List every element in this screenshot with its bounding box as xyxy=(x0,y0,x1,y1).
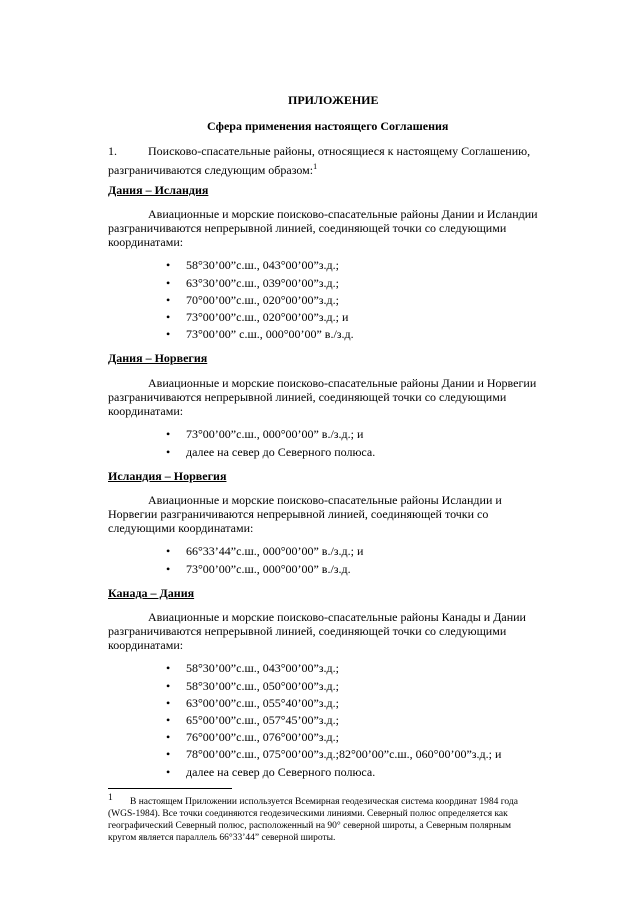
section-text-line2: разграничиваются непрерывной линией, соединяющей точки со следующими xyxy=(108,624,507,638)
intro-text-line2: разграничиваются следующим образом:$^1$ xyxy=(108,162,318,177)
bullet-icon: • xyxy=(166,696,171,710)
section-heading: Исландия – Норвегия xyxy=(108,469,227,483)
intro-text-line1: Поисково-спасательные районы, относящиеся к настоящему Соглашению, xyxy=(148,144,531,158)
bullet-icon: • xyxy=(166,713,171,727)
footnote-ref: 1 xyxy=(313,162,318,171)
list-item: • 70°00’00”с.ш., 020°00’00”з.д.; xyxy=(166,293,339,307)
section-text-line3: координатами: xyxy=(108,404,184,418)
bullet-icon: • xyxy=(166,765,171,779)
page-title: ПРИЛОЖЕНИЕ xyxy=(288,93,379,107)
list-item: • далее на север до Северного полюса. xyxy=(166,445,376,459)
list-item: • 66°33’44”с.ш., 000°00’00” в./з.д.; и xyxy=(166,544,364,558)
section-text-line2: разграничиваются непрерывной линией, соединяющей точки со следующими xyxy=(108,390,507,404)
list-item: • 76°00’00”с.ш., 076°00’00”з.д.; xyxy=(166,730,339,744)
section-text-line1: Авиационные и морские поисково-спасательные районы Дании и Норвегии xyxy=(148,376,537,390)
footnote-line1: В настоящем Приложении используется Всемирная геодезическая система координат 1984 года xyxy=(130,797,518,807)
footnote-line2: (WGS-1984). Все точки соединяются геодезическими линиями. Северный полюс определяется как xyxy=(108,809,508,819)
section-text-line3: координатами: xyxy=(108,638,184,652)
list-item: • далее на север до Северного полюса. xyxy=(166,765,376,779)
bullet-icon: • xyxy=(166,293,171,307)
list-item: • 63°30’00”с.ш., 039°00’00”з.д.; xyxy=(166,276,339,290)
intro-number: 1. xyxy=(108,144,117,158)
section-text-line3: следующими координатами: xyxy=(108,521,254,535)
list-item: • 73°00’00”с.ш., 000°00’00” в./з.д. xyxy=(166,562,351,576)
section-heading: Канада – Дания xyxy=(108,586,195,600)
section-text-line1: Авиационные и морские поисково-спасательные районы Дании и Исландии xyxy=(148,207,538,221)
section-text-line1: Авиационные и морские поисково-спасательные районы Исландии и xyxy=(148,493,502,507)
section-text-line2: Норвегии разграничиваются непрерывной линией, соединяющей точки со xyxy=(108,507,489,521)
bullet-icon: • xyxy=(166,562,171,576)
list-item: • 58°30’00”с.ш., 043°00’00”з.д.; xyxy=(166,661,339,675)
list-item: • 78°00’00”с.ш., 075°00’00”з.д.;82°00’00”с.ш., 060°00’00”з.д.; и xyxy=(166,747,502,761)
bullet-icon: • xyxy=(166,661,171,675)
footnote-number: 1 xyxy=(108,793,113,803)
section-text-line3: координатами: xyxy=(108,235,184,249)
bullet-icon: • xyxy=(166,730,171,744)
list-item: • 73°00’00”с.ш., 020°00’00”з.д.; и xyxy=(166,310,349,324)
bullet-icon: • xyxy=(166,679,171,693)
bullet-icon: • xyxy=(166,747,171,761)
section-text-line1: Авиационные и морские поисково-спасательные районы Канады и Дании xyxy=(148,610,526,624)
list-item: • 73°00’00”с.ш., 000°00’00” в./з.д.; и xyxy=(166,427,364,441)
list-item: • 63°00’00”с.ш., 055°40’00”з.д.; xyxy=(166,696,339,710)
section-heading: Дания – Норвегия xyxy=(108,351,208,365)
bullet-icon: • xyxy=(166,544,171,558)
list-item: • 58°30’00”с.ш., 043°00’00”з.д.; xyxy=(166,258,339,272)
bullet-icon: • xyxy=(166,276,171,290)
list-item: • 73°00’00” с.ш., 000°00’00” в./з.д. xyxy=(166,327,354,341)
bullet-icon: • xyxy=(166,427,171,441)
section-text-line2: разграничиваются непрерывной линией, соединяющей точки со следующими xyxy=(108,221,507,235)
page-subtitle: Сфера применения настоящего Соглашения xyxy=(207,119,449,133)
footnote-line4: кругом является параллель 66°33’44” северной широты. xyxy=(108,833,336,843)
bullet-icon: • xyxy=(166,445,171,459)
list-item: • 58°30’00”с.ш., 050°00’00”з.д.; xyxy=(166,679,339,693)
bullet-icon: • xyxy=(166,327,171,341)
footnote-divider xyxy=(108,788,232,789)
footnote-line3: географический Северный полюс, расположенный на 90° северной широты, а Северным полярным xyxy=(108,821,511,831)
bullet-icon: • xyxy=(166,258,171,272)
list-item: • 65°00’00”с.ш., 057°45’00”з.д.; xyxy=(166,713,339,727)
section-heading: Дания – Исландия xyxy=(108,183,209,197)
bullet-icon: • xyxy=(166,310,171,324)
